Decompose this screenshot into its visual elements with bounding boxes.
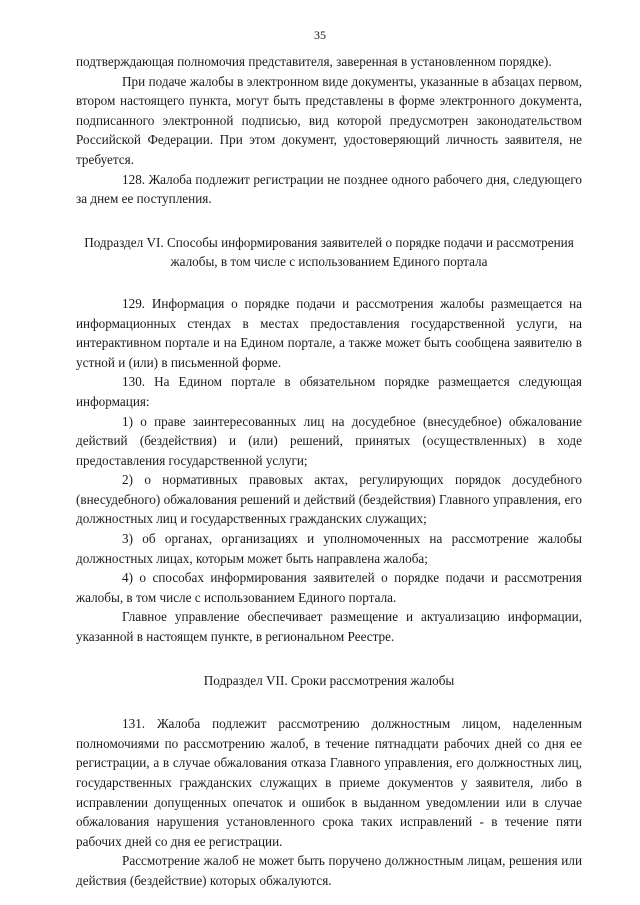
paragraph: 131. Жалоба подлежит рассмотрению должностным лицом, наделенным полномочиями по рассмотрению жалоб, в течение пятнадцати рабочих дней со дня ее регистрации, а в случае обжалования отказа Главного управления, его должностных лиц, государственных гражданских служащих в приеме документов у заявителя, либо в исправлении допущенных опечаток и ошибок в выданном уведомлении или в случае обжалования нарушения установленного срока таких исправлений - в течение пяти рабочих дней со дня ее регистрации. — [76, 716, 582, 849]
paragraph: 4) о способах информирования заявителей о порядке подачи и рассмотрения жалобы, в том числе с использованием Единого портала. — [76, 570, 582, 605]
paragraph: 3) об органах, организациях и уполномоченных на рассмотрение жалобы должностных лицах, которым может быть направлена жалоба; — [76, 531, 582, 566]
paragraph: 130. На Едином портале в обязательном порядке размещается следующая информация: — [76, 374, 582, 409]
paragraph: 129. Информация о порядке подачи и рассмотрения жалобы размещается на информационных стендах в местах предоставления государственной услуги, на интерактивном портале и на Едином портале, а также может быть сообщена заявителю в устной и (или) в письменной форме. — [76, 295, 582, 370]
paragraph: Рассмотрение жалоб не может быть поручено должностным лицам, решения или действия (бездействие) которых обжалуются. — [76, 853, 582, 888]
paragraph: 1) о праве заинтересованных лиц на досудебное (внесудебное) обжалование действий (бездействия) и (или) решений, принятых (осуществленных) в ходе предоставления государственной услуги; — [76, 413, 582, 468]
paragraph: подтверждающая полномочия представителя, заверенная в установленном порядке). — [76, 54, 552, 69]
document-body — [76, 52, 582, 891]
spacer — [76, 690, 582, 714]
paragraph: При подаче жалобы в электронном виде документы, указанные в абзацах первом, втором настоящего пункта, могут быть представлены в форме электронного документа, подписанного электронной подписью, вид которой предусмотрен законодательством Российской Федерации. При этом документ, удостоверяющий личность заявителя, не требуется. — [76, 73, 582, 167]
section-heading: Подраздел VI. Способы информирования заявителей о порядке подачи и рассмотрения жалобы, в том числе с использованием Единого портала — [84, 234, 574, 270]
page-number: 35 — [314, 28, 326, 42]
paragraph: 2) о нормативных правовых актах, регулирующих порядок досудебного (внесудебного) обжалования решений и действий (бездействия) Главного управления, его должностных лиц и государственных гражданских служащих; — [76, 472, 582, 527]
paragraph: Главное управление обеспечивает размещение и актуализацию информации, указанной в настоящем пункте, в региональном Реестре. — [76, 609, 582, 645]
section-heading: Подраздел VII. Сроки рассмотрения жалобы — [203, 672, 455, 688]
spacer — [76, 272, 582, 294]
spacer — [76, 209, 582, 233]
paragraph: 128. Жалоба подлежит регистрации не позднее одного рабочего дня, следующего за днем ее поступления. — [76, 171, 582, 207]
spacer — [76, 647, 582, 671]
